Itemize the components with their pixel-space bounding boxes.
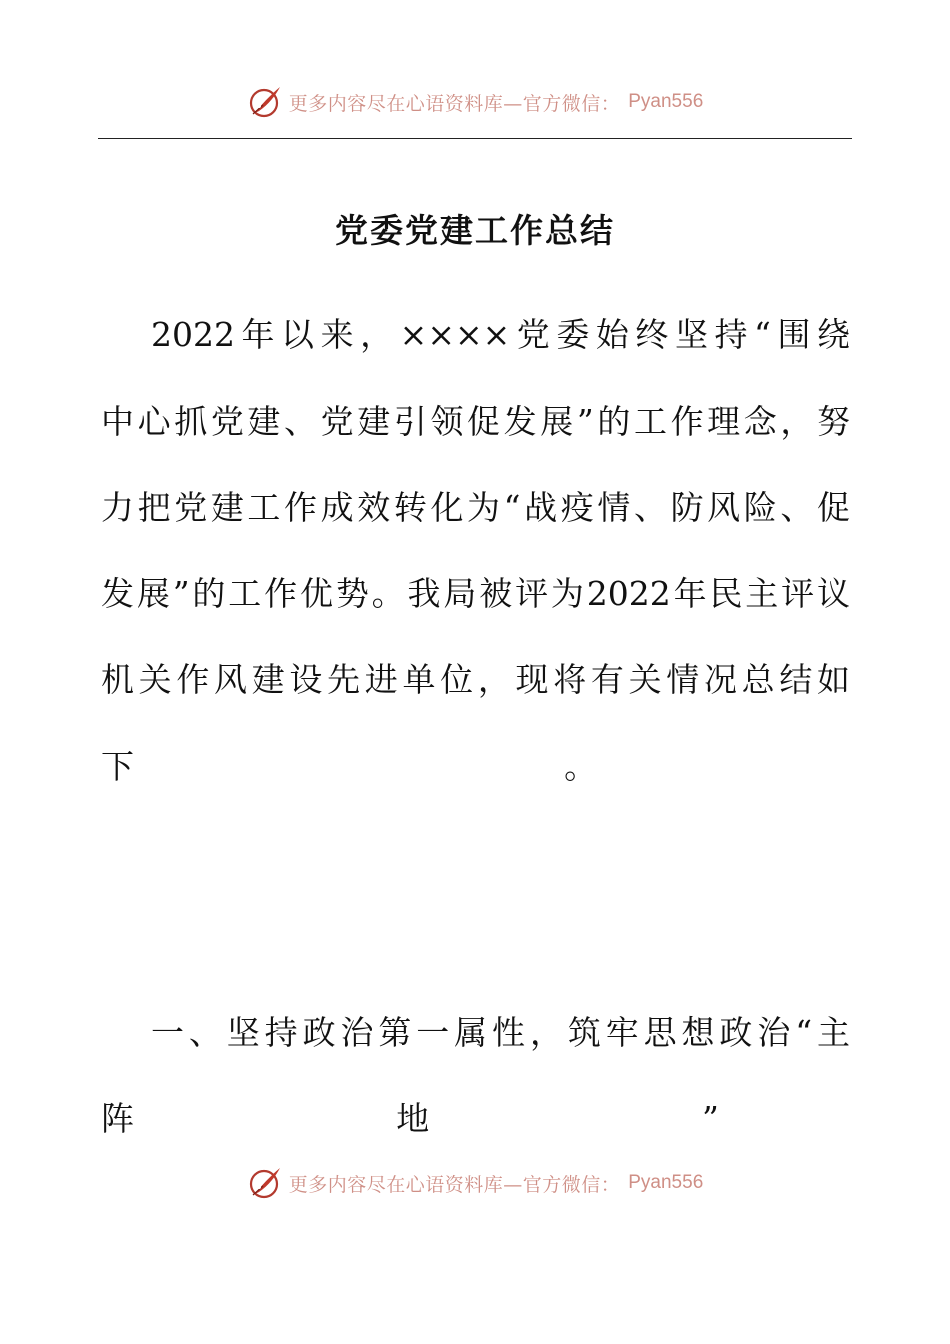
paragraph-line: 机关作风建设先进单位，现将有关情况总结如 (101, 660, 850, 699)
section-heading-text: 阵 地 ” (101, 1099, 719, 1138)
header-watermark (0, 82, 950, 122)
paragraph-line: 2022年以来，××××党委始终坚持“围绕 (151, 315, 850, 354)
quill-pen-circle-icon (247, 1165, 283, 1201)
section-heading-line-last (101, 1097, 850, 1141)
quill-pen-circle-icon (247, 84, 283, 120)
header-divider (98, 138, 852, 139)
paragraph-line-last (101, 745, 850, 789)
paragraph-line: 力把党建工作成效转化为“战疫情、防风险、促 (101, 488, 850, 527)
watermark-text: 更多内容尽在心语资料库—官方微信： (288, 1173, 621, 1196)
paragraph-line: 发展”的工作优势。我局被评为2022年民主评议 (101, 574, 850, 613)
paragraph-line: 中心抓党建、党建引领促发展”的工作理念，努 (101, 402, 850, 441)
paragraph-line-text: 下 。 (101, 747, 598, 786)
watermark-text: 更多内容尽在心语资料库—官方微信： (288, 92, 621, 115)
footer-watermark (0, 1163, 950, 1203)
watermark-wechat-id: Pyan556 (628, 1172, 704, 1193)
document-title: 党委党建工作总结 (335, 211, 615, 250)
section-heading-line: 一、坚持政治第一属性，筑牢思想政治“主 (151, 1013, 850, 1052)
watermark-wechat-id: Pyan556 (628, 91, 704, 112)
